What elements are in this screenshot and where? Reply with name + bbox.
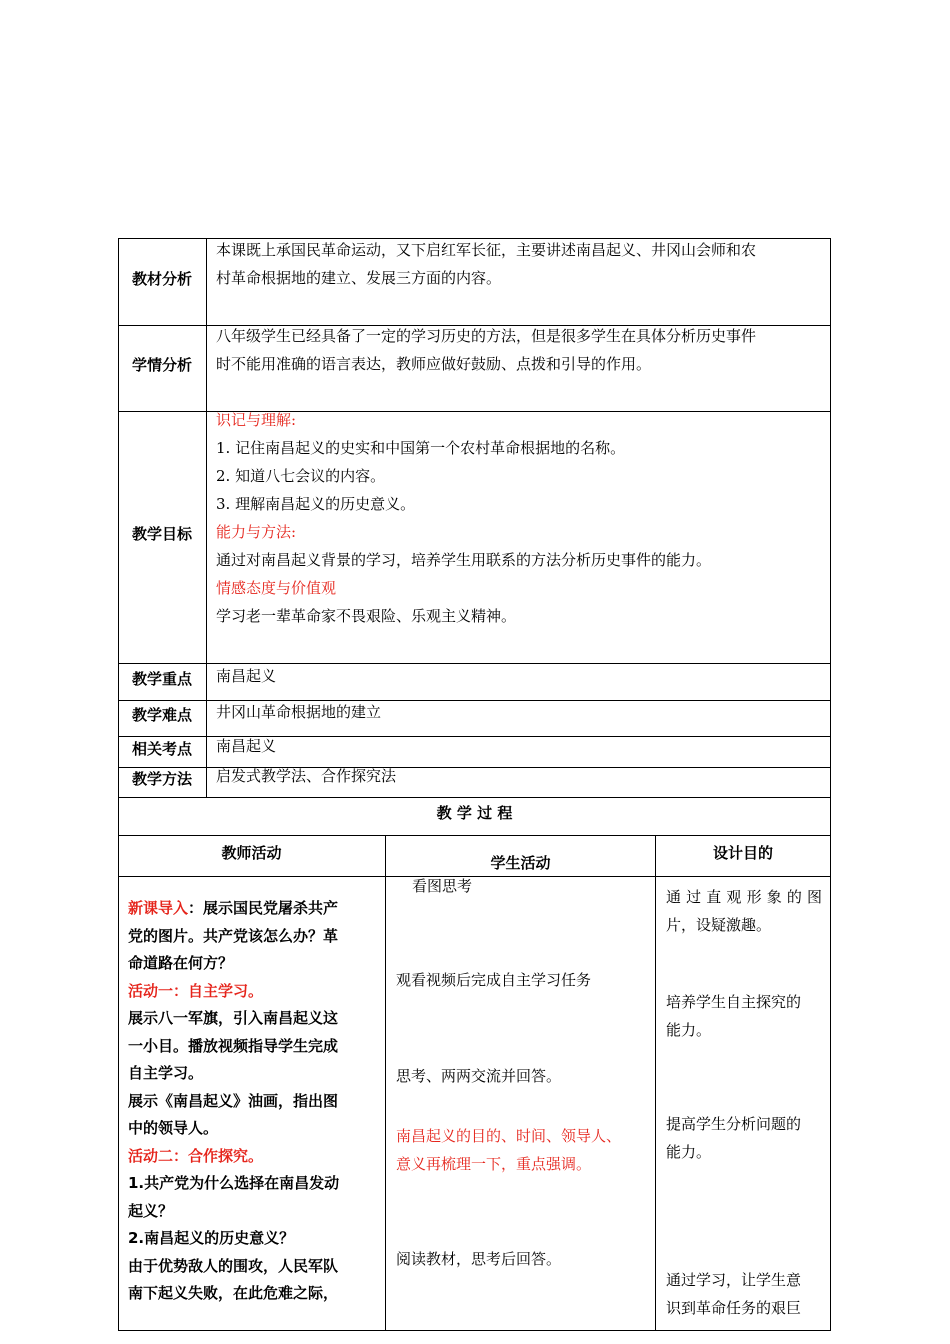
purpose-item [666,1266,822,1322]
activity-one-title: 活动一：自主学习。 [128,981,264,1000]
goal-section-title: 识记与理解: [216,411,297,429]
teacher-line: 2.南昌起义的历史意义？ [128,1229,295,1247]
row-divider [118,797,831,798]
student-activity-highlight [396,1122,621,1178]
purpose-line: 培养学生自主探究的 [666,993,802,1011]
textbook-analysis-label: 教材分析 [131,270,192,288]
teacher-line: 1.共产党为什么选择在南昌发动 [128,1174,340,1192]
purpose-line: 提高学生分析问题的 [666,1115,802,1133]
goal-item: 1. 记住南昌起义的史实和中国第一个农村革命根据地的名称。 [216,439,626,457]
teacher-line: 展示八一军旗，引入南昌起义这 [128,1009,339,1027]
goal-item: 3. 理解南昌起义的历史意义。 [216,495,416,513]
teacher-line: 命道路在何方？ [128,954,234,972]
text-line: 八年级学生已经具备了一定的学习历史的方法，但是很多学生在具体分析历史事件 [216,327,757,345]
methods-value: 启发式教学法、合作探究法 [216,767,397,785]
text-line: 村革命根据地的建立、发展三方面的内容。 [216,269,502,287]
table-border-bottom [118,1330,831,1331]
teaching-goals-label: 教学目标 [131,525,192,543]
teaching-goals-text [216,406,824,630]
methods-label: 教学方法 [131,770,192,788]
intro-line [128,895,378,923]
purpose-line: 能力。 [666,1143,712,1161]
purpose-line: 片，设疑激趣。 [666,916,772,934]
purpose-item [666,1110,822,1166]
teacher-line: 南下起义失败，在此危难之际， [128,1284,339,1302]
col-header-purpose: 设计目的 [712,844,773,862]
purpose-line: 能力。 [666,1021,712,1039]
teacher-activities [128,895,378,1308]
student-analysis-label: 学情分析 [131,356,192,374]
teacher-line: 起义？ [128,1201,174,1220]
col-header-student: 学生活动 [490,854,551,872]
text-line: 本课既上承国民革命运动，又下启红军长征，主要讲述南昌起义、井冈山会师和农 [216,241,757,259]
purpose-line: 通过直观形象的图 [666,888,822,906]
purpose-line: 识到革命任务的艰巨 [666,1299,802,1317]
student-line: 意义再梳理一下，重点强调。 [396,1155,592,1173]
activity-two-title: 活动二：合作探究。 [128,1146,264,1165]
goal-item: 2. 知道八七会议的内容。 [216,467,386,485]
difficulty-label: 教学难点 [131,706,192,724]
exam-points-label: 相关考点 [131,740,192,758]
student-activity: 观看视频后完成自主学习任务 [396,971,592,989]
purpose-item [666,988,822,1044]
intro-text: ：展示国民党屠杀共产 [188,899,339,917]
intro-label: 新课导入 [128,899,189,917]
process-title: 教 学 过 程 [436,804,513,822]
student-activity: 阅读教材，思考后回答。 [396,1250,562,1268]
teacher-line: 由于优势敌人的围攻，人民军队 [128,1256,339,1275]
teacher-line: 展示《南昌起义》油画，指出图 [128,1091,339,1110]
key-point-value: 南昌起义 [216,667,277,685]
key-point-label: 教学重点 [131,670,192,688]
text-line: 时不能用准确的语言表达，教师应做好鼓励、点拨和引导的作用。 [216,355,652,373]
teacher-line: 中的领导人。 [128,1119,219,1137]
table-border-right [830,238,831,1331]
student-activity: 思考、两两交流并回答。 [396,1067,562,1085]
goal-section-title: 能力与方法: [216,523,297,541]
goal-section-title: 情感态度与价值观 [216,579,337,597]
teacher-line: 自主学习。 [128,1064,204,1082]
teacher-line: 一小目。播放视频指导学生完成 [128,1036,339,1055]
student-activity: 看图思考 [412,877,473,895]
exam-points-value: 南昌起义 [216,737,277,755]
purpose-line: 通过学习，让学生意 [666,1271,802,1289]
process-column-divider [385,835,386,1331]
textbook-analysis-text [216,236,824,292]
label-column-divider [206,238,207,798]
teacher-line: 党的图片。共产党该怎么办？革 [128,926,339,945]
row-divider [118,876,831,877]
goal-text: 通过对南昌起义背景的学习，培养学生用联系的方法分析历史事件的能力。 [216,551,712,569]
purpose-item [666,883,822,939]
row-divider [118,835,831,836]
student-analysis-text [216,322,824,378]
student-line: 南昌起义的目的、时间、领导人、 [396,1127,622,1145]
difficulty-value: 井冈山革命根据地的建立 [216,703,382,721]
process-column-divider [655,835,656,1331]
col-header-teacher: 教师活动 [221,844,282,862]
goal-text: 学习老一辈革命家不畏艰险、乐观主义精神。 [216,607,517,625]
